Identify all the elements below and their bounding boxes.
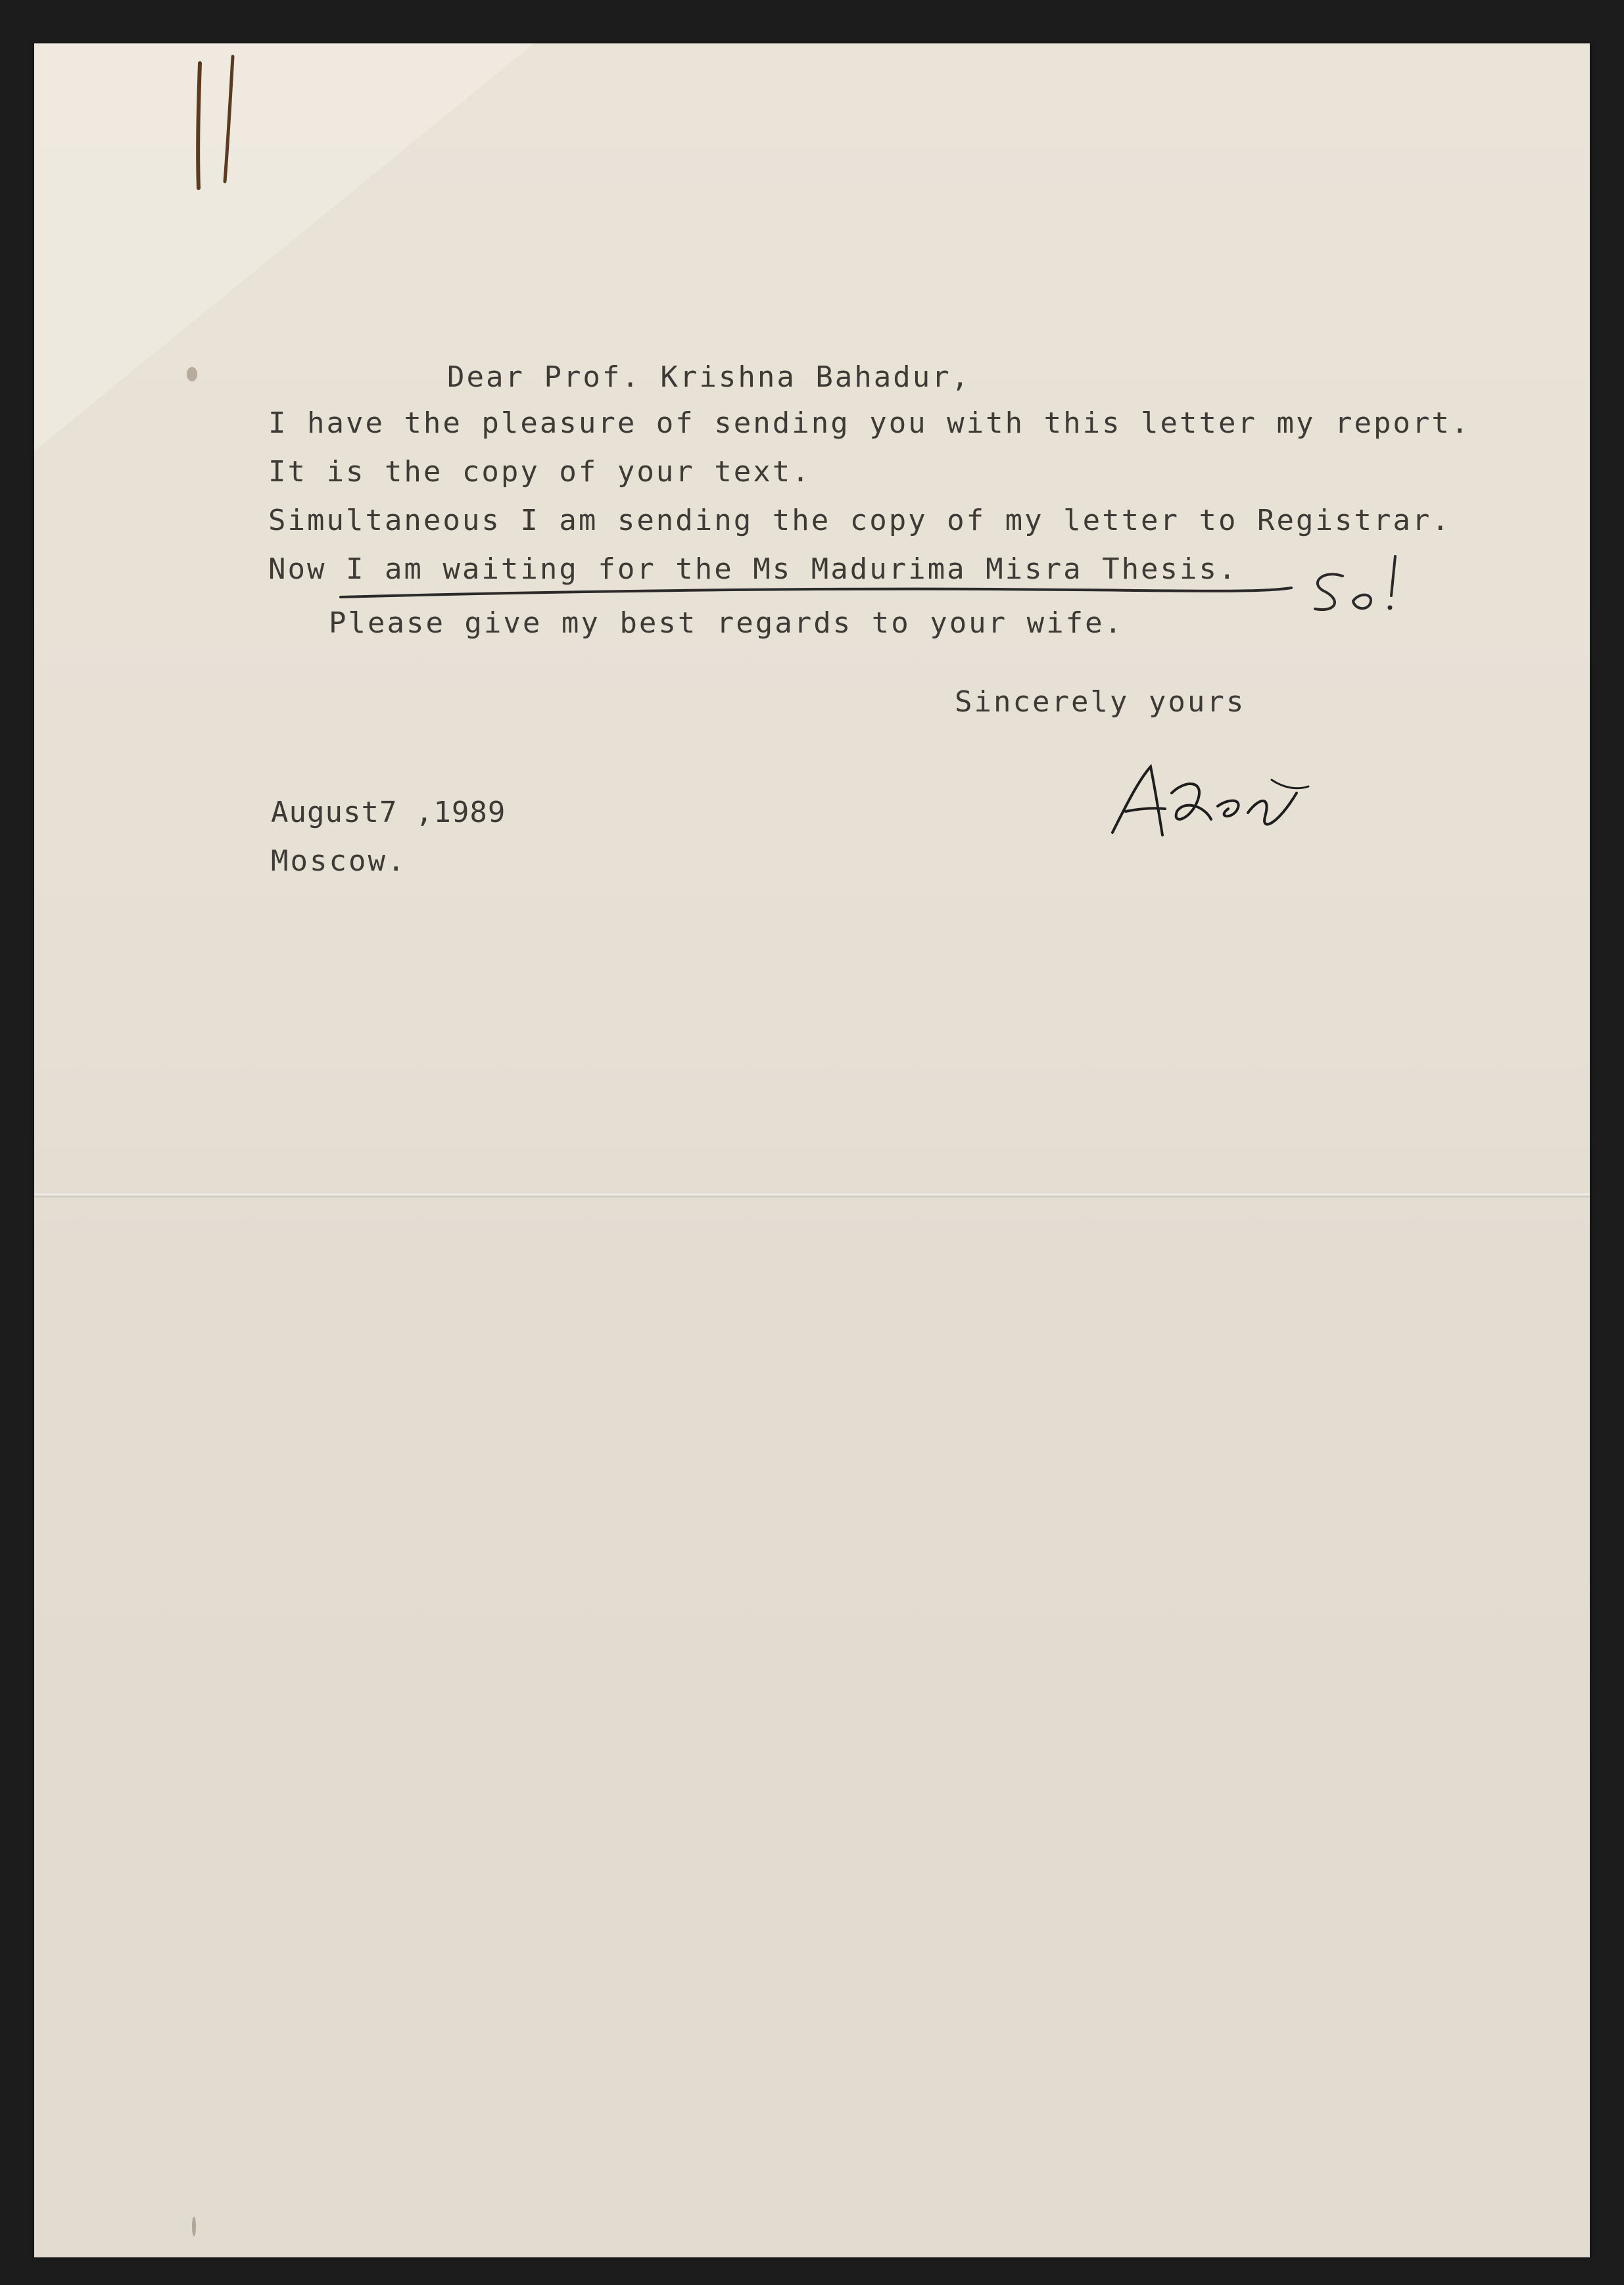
body-line: I have the pleasure of sending you with this letter my report. [268, 406, 1471, 440]
body-line: It is the copy of your text. [268, 455, 811, 489]
pencil-mark-icon [159, 50, 264, 221]
handwritten-underline [337, 580, 1297, 606]
regards-line: Please give my best regards to your wife. [329, 606, 1124, 640]
letter-place: Moscow. [271, 844, 407, 878]
paper-fold-crease [34, 1193, 1590, 1198]
ink-spot [187, 367, 197, 381]
letter-date: August7 ,1989 [271, 796, 506, 829]
body-line: Now I am waiting for the Ms Madurima Misra Thesis. [268, 552, 1238, 586]
letter-page [34, 43, 1590, 2257]
ink-spot [192, 2217, 196, 2236]
signature [1099, 754, 1316, 852]
handwritten-note [1297, 550, 1415, 622]
closing: Sincerely yours [955, 685, 1246, 719]
salutation: Dear Prof. Krishna Bahadur, [447, 360, 971, 394]
body-line: Simultaneous I am sending the copy of my letter to Registrar. [268, 504, 1451, 537]
